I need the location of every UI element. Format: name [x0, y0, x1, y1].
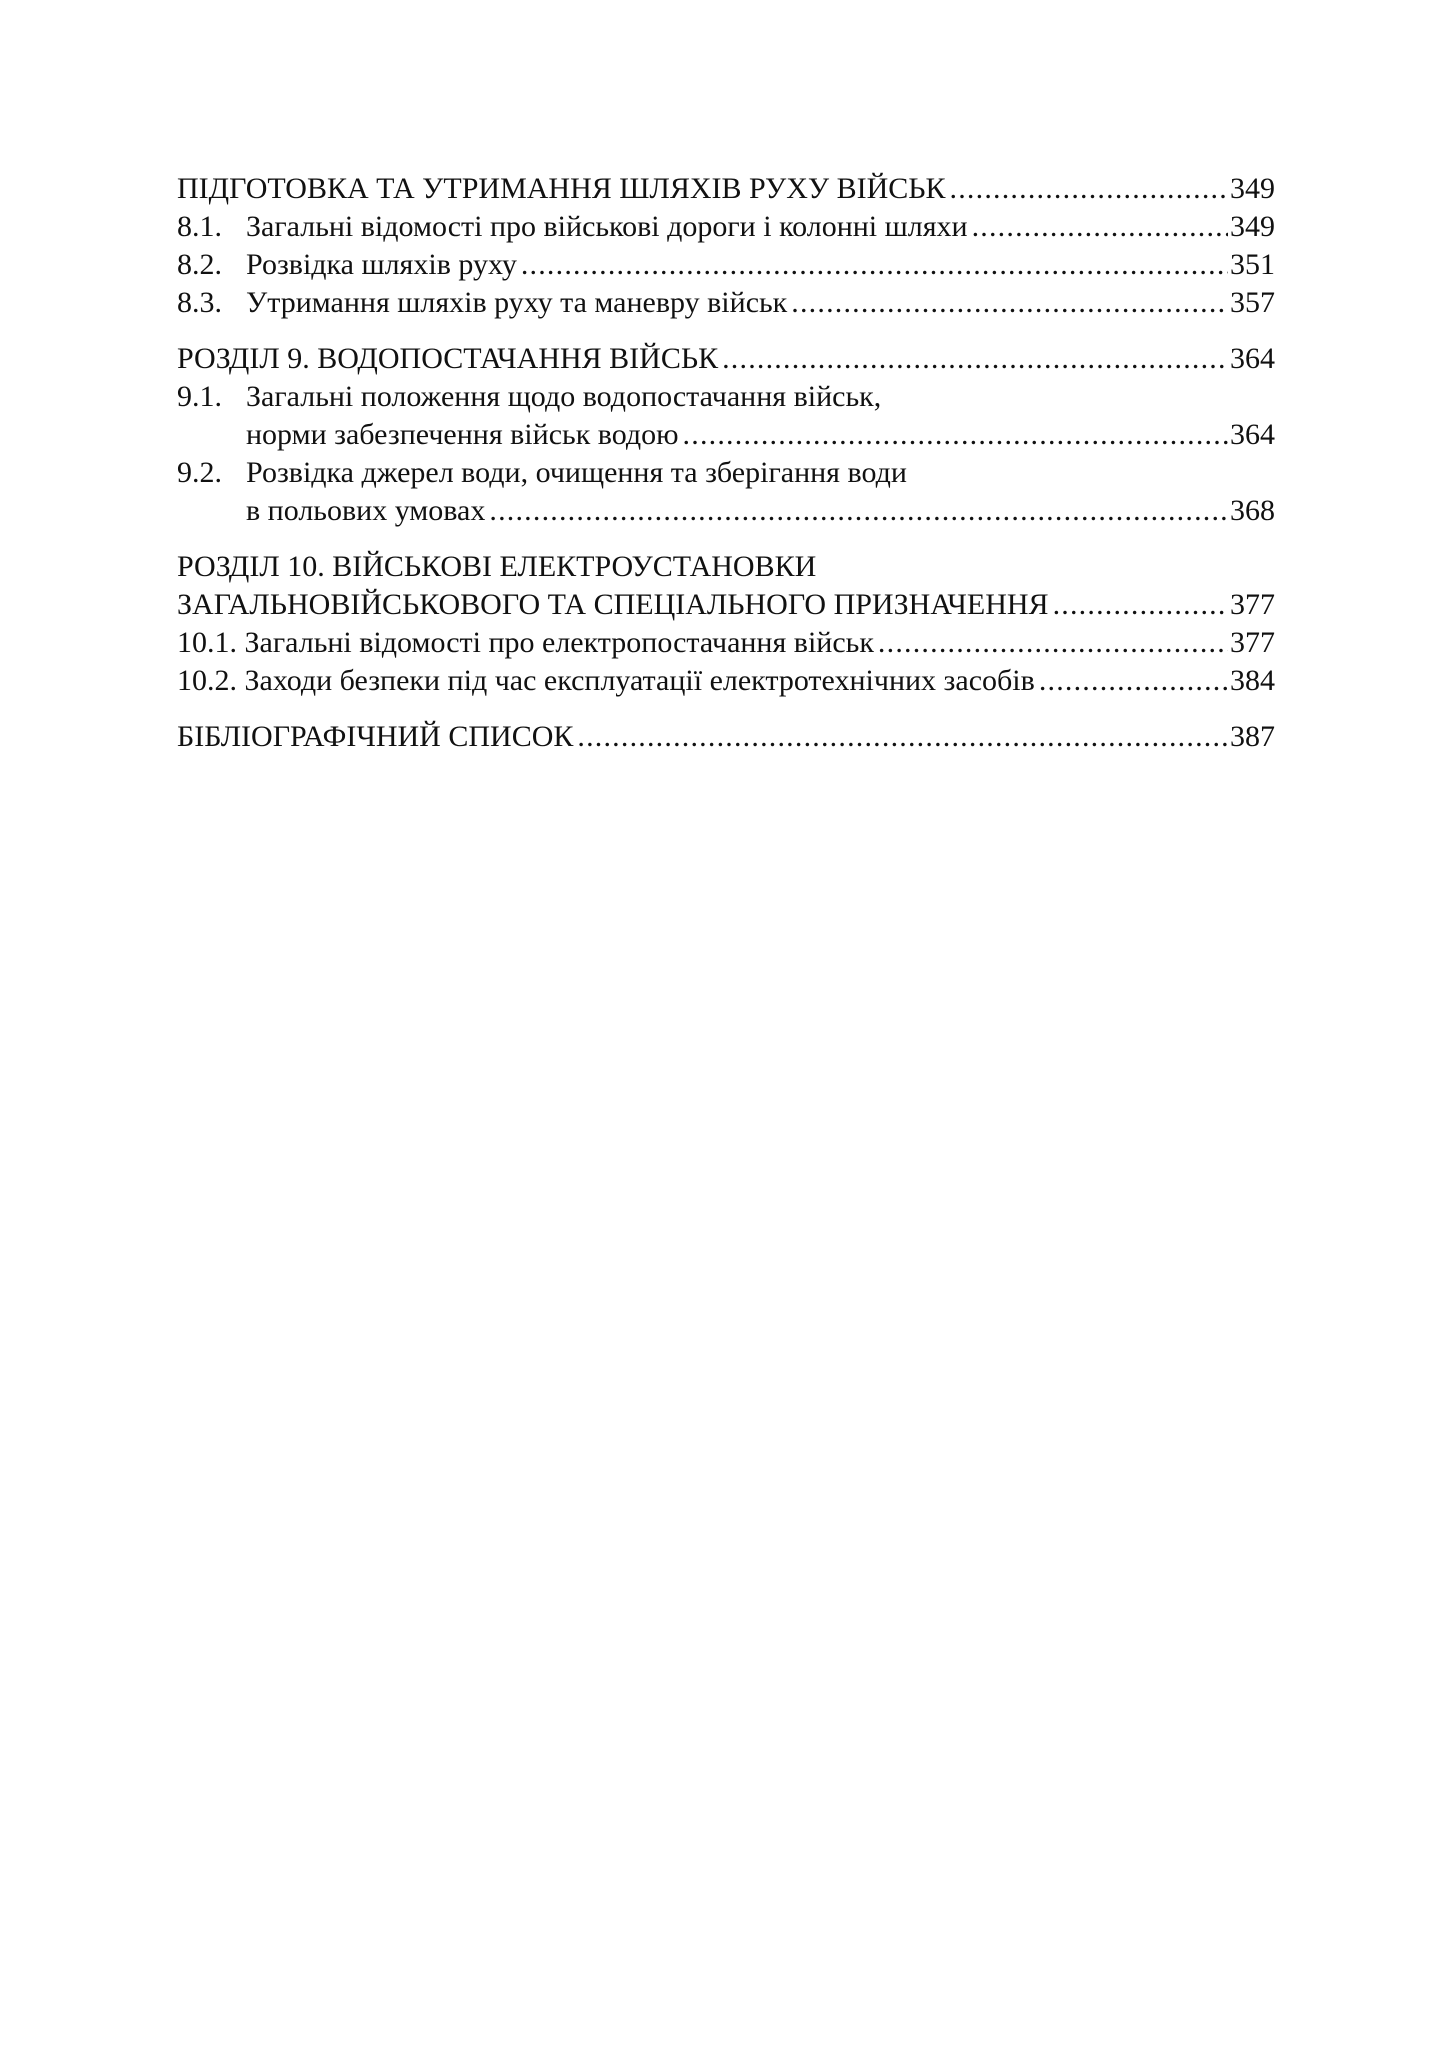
toc-item-title-line1: Розвідка джерел води, очищення та зберігання води	[246, 456, 907, 489]
toc-page-number: 357	[1230, 286, 1275, 319]
toc-item-number: 9.1.	[177, 380, 222, 413]
toc-item-title-line2: норми забезпечення військ водою	[246, 418, 679, 451]
toc-chapter-title: ПІДГОТОВКА ТА УТРИМАННЯ ШЛЯХІВ РУХУ ВІЙСЬК	[177, 172, 946, 205]
toc-item-number: 8.3.	[177, 286, 222, 319]
toc-page-number: 368	[1230, 494, 1275, 527]
toc-chapter-10[interactable]	[177, 548, 1275, 624]
toc-item-title: Загальні відомості про електропостачання військ	[244, 626, 874, 659]
toc-item-8-3[interactable]	[177, 284, 1275, 322]
toc-item-number: 10.2.	[177, 664, 237, 697]
toc-item-8-1[interactable]	[177, 208, 1275, 246]
toc-page-number: 364	[1230, 418, 1275, 451]
table-of-contents	[177, 170, 1275, 756]
dot-leader	[489, 492, 1228, 530]
toc-item-10-2[interactable]	[177, 662, 1275, 700]
toc-chapter-title: РОЗДІЛ 9. ВОДОПОСТАЧАННЯ ВІЙСЬК	[177, 342, 719, 375]
toc-chapter-8[interactable]	[177, 170, 1275, 208]
toc-item-number: 9.2.	[177, 456, 222, 489]
toc-chapter-title-line1: РОЗДІЛ 10. ВІЙСЬКОВІ ЕЛЕКТРОУСТАНОВКИ	[177, 550, 817, 583]
toc-chapter-title-line2: ЗАГАЛЬНОВІЙСЬКОВОГО ТА СПЕЦІАЛЬНОГО ПРИЗНАЧЕННЯ	[177, 588, 1049, 621]
toc-chapter-title: БІБЛІОГРАФІЧНИЙ СПИСОК	[177, 720, 574, 753]
toc-item-title-line2: в польових умовах	[246, 494, 486, 527]
toc-chapter-9[interactable]	[177, 340, 1275, 378]
toc-page-number: 349	[1230, 210, 1275, 243]
dot-leader	[791, 284, 1228, 322]
toc-page-number: 384	[1230, 664, 1275, 697]
dot-leader	[1053, 586, 1228, 624]
toc-item-title: Розвідка шляхів руху	[246, 248, 517, 281]
toc-bibliography[interactable]	[177, 718, 1275, 756]
toc-item-8-2[interactable]	[177, 246, 1275, 284]
toc-page-number: 377	[1230, 626, 1275, 659]
toc-item-number: 8.1.	[177, 210, 222, 243]
dot-leader	[878, 624, 1228, 662]
dot-leader	[683, 416, 1228, 454]
toc-item-title-line1: Загальні положення щодо водопостачання військ,	[246, 380, 882, 413]
toc-item-10-1[interactable]	[177, 624, 1275, 662]
toc-item-title: Заходи безпеки під час експлуатації електротехнічних засобів	[244, 664, 1035, 697]
dot-leader	[1039, 662, 1228, 700]
dot-leader	[521, 246, 1228, 284]
dot-leader	[722, 340, 1228, 378]
toc-item-title: Загальні відомості про військові дороги і колонні шляхи	[246, 210, 968, 243]
toc-item-9-1[interactable]	[177, 378, 1275, 454]
dot-leader	[950, 170, 1228, 208]
toc-page-number: 377	[1230, 588, 1275, 621]
toc-page-number: 351	[1230, 248, 1275, 281]
dot-leader	[972, 208, 1228, 246]
toc-item-title: Утримання шляхів руху та маневру військ	[246, 286, 788, 319]
toc-item-9-2[interactable]	[177, 454, 1275, 530]
toc-page-number: 364	[1230, 342, 1275, 375]
toc-page-number: 349	[1230, 172, 1275, 205]
toc-page-number: 387	[1230, 720, 1275, 753]
toc-item-number: 8.2.	[177, 248, 222, 281]
toc-item-number: 10.1.	[177, 626, 237, 659]
dot-leader	[577, 718, 1228, 756]
